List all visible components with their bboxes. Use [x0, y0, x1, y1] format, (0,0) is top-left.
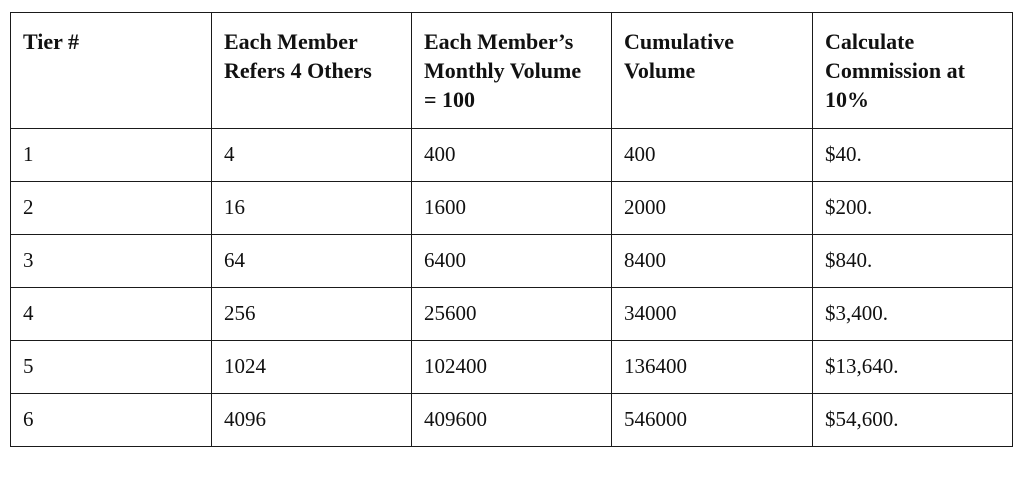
cell-commission: $54,600.	[813, 394, 1013, 447]
cell-monthly-volume: 400	[412, 129, 612, 182]
table-row	[11, 394, 1013, 447]
header-referrals: Each Member Refers 4 Others	[212, 13, 412, 129]
table-row	[11, 341, 1013, 394]
commission-table-container	[10, 12, 1012, 487]
table-row	[11, 288, 1013, 341]
cell-referrals: 64	[212, 235, 412, 288]
cell-tier: 1	[11, 129, 212, 182]
cell-monthly-volume: 1600	[412, 182, 612, 235]
cell-tier: 3	[11, 235, 212, 288]
table-header-row	[11, 13, 1013, 129]
cell-monthly-volume: 6400	[412, 235, 612, 288]
cell-commission: $40.	[813, 129, 1013, 182]
cell-commission: $13,640.	[813, 341, 1013, 394]
cell-commission: $200.	[813, 182, 1013, 235]
cell-cumulative-volume: 2000	[612, 182, 813, 235]
cell-referrals: 4	[212, 129, 412, 182]
table-row	[11, 129, 1013, 182]
cell-cumulative-volume: 546000	[612, 394, 813, 447]
cell-referrals: 256	[212, 288, 412, 341]
header-tier: Tier #	[11, 13, 212, 129]
table-row	[11, 182, 1013, 235]
cell-referrals: 1024	[212, 341, 412, 394]
cell-tier: 4	[11, 288, 212, 341]
cell-monthly-volume: 25600	[412, 288, 612, 341]
cell-commission: $3,400.	[813, 288, 1013, 341]
cell-referrals: 4096	[212, 394, 412, 447]
header-commission: Calculate Commission at 10%	[813, 13, 1013, 129]
cell-cumulative-volume: 400	[612, 129, 813, 182]
header-cumulative-volume: Cumulative Volume	[612, 13, 813, 129]
cell-cumulative-volume: 8400	[612, 235, 813, 288]
cell-monthly-volume: 102400	[412, 341, 612, 394]
table-row	[11, 235, 1013, 288]
cell-cumulative-volume: 34000	[612, 288, 813, 341]
cell-monthly-volume: 409600	[412, 394, 612, 447]
cell-tier: 2	[11, 182, 212, 235]
header-monthly-volume: Each Member’s Monthly Volume = 100	[412, 13, 612, 129]
cell-cumulative-volume: 136400	[612, 341, 813, 394]
commission-table	[10, 12, 1013, 447]
cell-tier: 5	[11, 341, 212, 394]
cell-commission: $840.	[813, 235, 1013, 288]
cell-referrals: 16	[212, 182, 412, 235]
cell-tier: 6	[11, 394, 212, 447]
